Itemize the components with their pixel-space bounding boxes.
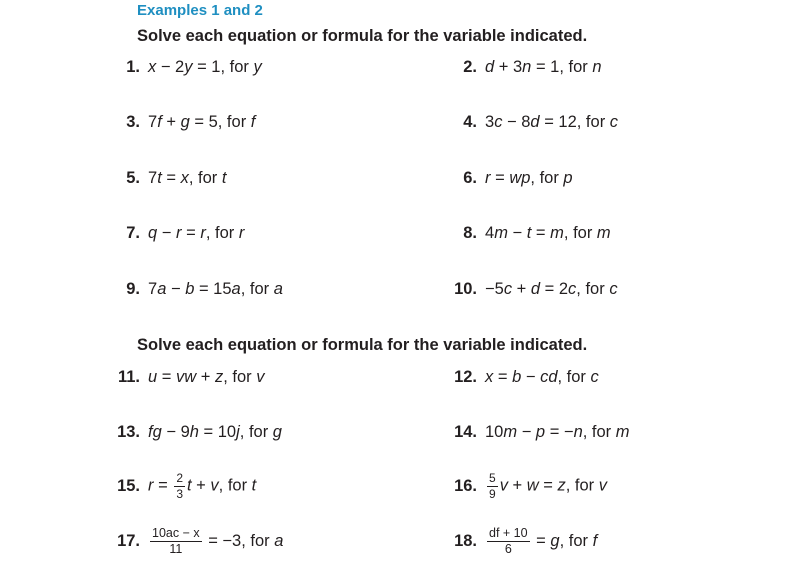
problem-equation: q − r = r, for r — [148, 224, 245, 242]
problem-3 — [114, 113, 255, 132]
problem-equation: 4m − t = m, for m — [485, 224, 611, 242]
problem-number: 14. — [454, 423, 477, 441]
fraction: $\frac{2}{3}$ — [176, 471, 183, 501]
fraction: $\frac{10ac - x}{11}$ — [152, 526, 200, 557]
problem-equation: u = vw + z, for v — [148, 368, 265, 386]
problem-equation: r = $\frac{2}{3}$ t + v, for t — [148, 471, 257, 501]
problem-number: 10. — [454, 280, 477, 298]
problem-number: 15. — [117, 476, 140, 495]
problem-number: 9. — [126, 280, 140, 298]
problem-number: 11. — [117, 368, 140, 386]
problem-number: 13. — [117, 423, 140, 441]
problem-17 — [114, 527, 283, 556]
problem-equation: $\frac{df + 10}{6}$ = g, for f — [489, 526, 598, 557]
problem-equation: $\frac{5}{9}$ v + w = z, for v — [489, 471, 607, 501]
fraction: $\frac{5}{9}$ — [489, 471, 496, 501]
problem-equation: 7f + g = 5, for f — [148, 113, 256, 131]
problem-equation: 7a − b = 15a, for a — [148, 280, 283, 298]
problem-13 — [114, 423, 282, 442]
problem-equation: x − 2y = 1, for y — [148, 58, 262, 76]
problem-18 — [451, 527, 597, 556]
instructions-heading-1: Solve each equation or formula for the variable indicated. — [137, 27, 588, 45]
fraction: $\frac{df + 10}{6}$ — [489, 526, 528, 557]
problem-2 — [451, 58, 602, 77]
problem-number: 3. — [126, 113, 140, 131]
problem-equation: d + 3n = 1, for n — [485, 58, 602, 76]
problem-equation: fg − 9h = 10j, for g — [148, 423, 282, 441]
problem-7 — [114, 224, 244, 243]
problem-12 — [451, 368, 599, 387]
problem-14 — [451, 423, 630, 442]
problem-number: 16. — [454, 476, 477, 495]
problem-8 — [451, 224, 611, 243]
problem-equation: −5c + d = 2c, for c — [485, 280, 618, 298]
problem-15 — [114, 472, 256, 500]
problem-equation: 7t = x, for t — [148, 169, 227, 187]
instructions-heading-2: Solve each equation or formula for the variable indicated. — [137, 336, 588, 354]
problem-16 — [451, 472, 607, 500]
problem-9 — [114, 280, 283, 299]
problem-10 — [451, 280, 618, 299]
problem-11 — [114, 368, 265, 387]
problem-number: 7. — [126, 224, 140, 242]
problem-equation: 3c − 8d = 12, for c — [485, 113, 619, 131]
problem-number: 5. — [126, 169, 140, 187]
problem-number: 17. — [117, 532, 140, 551]
problem-number: 12. — [454, 368, 477, 386]
problem-number: 1. — [126, 58, 140, 76]
problem-number: 2. — [463, 58, 477, 76]
problem-equation: x = b − cd, for c — [485, 368, 599, 386]
section-label: Examples 1 and 2 — [137, 2, 263, 19]
problem-1 — [114, 58, 262, 77]
problem-5 — [114, 169, 226, 188]
problem-equation: $\frac{10ac - x}{11}$ = −3, for a — [152, 526, 284, 557]
problem-number: 4. — [463, 113, 477, 131]
problem-equation: r = wp, for p — [485, 169, 573, 187]
problem-number: 8. — [463, 224, 477, 242]
problem-4 — [451, 113, 618, 132]
problem-equation: 10m − p = −n, for m — [485, 423, 630, 441]
problem-6 — [451, 169, 573, 188]
problem-number: 6. — [463, 169, 477, 187]
problem-number: 18. — [454, 532, 477, 551]
